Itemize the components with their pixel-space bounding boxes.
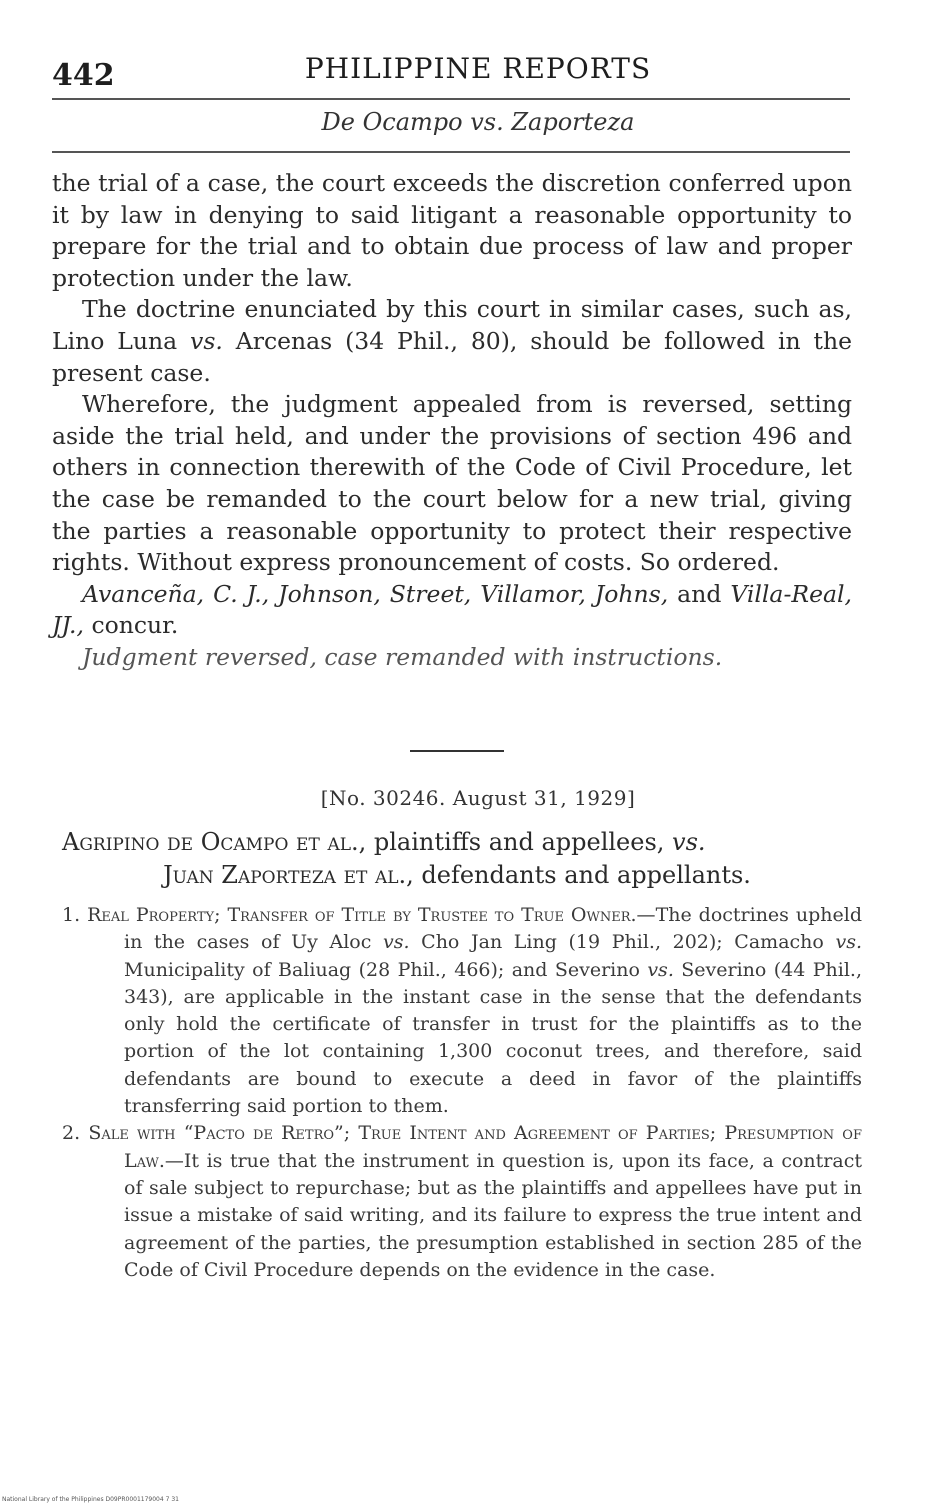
syllabus-number: 1. (62, 904, 88, 926)
syllabus-text: The doctrines upheld in the cases of Uy Aloc (124, 904, 862, 954)
syllabus-text: Severino (44 Phil., 343), are applicable in the instant case in the sense that the defendants only hold the certificate of transfer in trust for the plaintiffs as to the portion of the lot containing 1,300 coconut trees, and therefore, said defendants are bound to execute a deed in favor of the plaintiffs transferring said portion to them. (124, 958, 862, 1118)
docket-line: [No. 30246. August 31, 1929] (320, 786, 636, 810)
vs-word: vs. (835, 931, 862, 954)
header-rule-bottom (52, 151, 850, 153)
plaintiffs-name: Agripino de Ocampo et al., (62, 828, 367, 856)
case-parties (62, 826, 852, 892)
concur-last: Villa-Real, JJ., (52, 579, 852, 640)
syllabus-text: Municipality of Baliuag (28 Phil., 466); and Severino (124, 958, 648, 981)
vs-word: vs. (190, 326, 223, 355)
doctrine-text-b: Arcenas (34 Phil., 80), should be followed in the present case. (52, 326, 852, 387)
concur-justices: Avanceña, C. J., Johnson, Street, Villamor, Johns, (82, 579, 669, 608)
disposition: Judgment reversed, case remanded with instructions. (82, 642, 723, 671)
syllabus-number: 2. (62, 1122, 89, 1145)
header-rule-top (52, 98, 850, 100)
paragraph-doctrine (52, 294, 852, 389)
paragraph-continued: the trial of a case, the court exceeds the discretion conferred upon it by law in denying to said litigant a reasonable opportunity to prepare for the trial and to obtain due process of law and proper protection under the law. (52, 169, 852, 292)
syllabus-heading: Sale with “Pacto de Retro”; True Intent and Agreement of Parties; Presumption of Law.— (88, 1122, 862, 1172)
vs-word: vs. (383, 931, 410, 954)
syllabus (62, 902, 862, 1284)
parties-vs: vs. (672, 828, 706, 856)
case-title-header: De Ocampo vs. Zaporteza (321, 108, 635, 136)
concur-word: concur. (83, 611, 179, 640)
paragraph-wherefore: Wherefore, the judgment appealed from is reversed, setting aside the trial held, and under the provisions of section 496 and others in connection therewith of the Code of Civil Procedure, let the case be remanded to the court below for a new trial, giving the parties a reasonable opportunity to protect their respective rights. Without express pronouncement of costs. So ordered. (52, 390, 852, 577)
decision-body (52, 168, 852, 674)
scan-footer: National Library of the Philippines D09PR0001179004 7 31 (2, 1496, 179, 1503)
plaintiffs-role: plaintiffs and appellees, (366, 828, 673, 856)
section-separator (410, 750, 504, 752)
concur-and: and (668, 579, 731, 608)
syllabus-heading: Real Property; Transfer of Title by Trustee to True Owner.— (87, 904, 656, 926)
syllabus-item (62, 1120, 862, 1284)
vs-word: vs. (647, 958, 674, 981)
concurrence (52, 579, 852, 642)
defendants-name: Juan Zaporteza et al., (163, 861, 414, 889)
running-title: PHILIPPINE REPORTS (304, 52, 652, 85)
syllabus-text: It is true that the instrument in question is, upon its face, a contract of sale subject to repurchase; but as the plaintiffs and appellees have put in issue a mistake of said writing, and its failure to express the true intent and agreement of the parties, the presumption established in section 285 of the Code of Civil Procedure depends on the evidence in the case. (124, 1149, 862, 1281)
parties-line-1 (62, 826, 852, 859)
syllabus-text: Cho Jan Ling (19 Phil., 202); Camacho (409, 931, 836, 954)
syllabus-item (62, 902, 862, 1120)
page-number: 442 (52, 58, 115, 93)
defendants-role: defendants and appellants. (413, 861, 751, 889)
parties-line-2 (62, 859, 852, 892)
doctrine-text-a: The doctrine enunciated by this court in similar cases, such as, Lino Luna (52, 295, 852, 355)
